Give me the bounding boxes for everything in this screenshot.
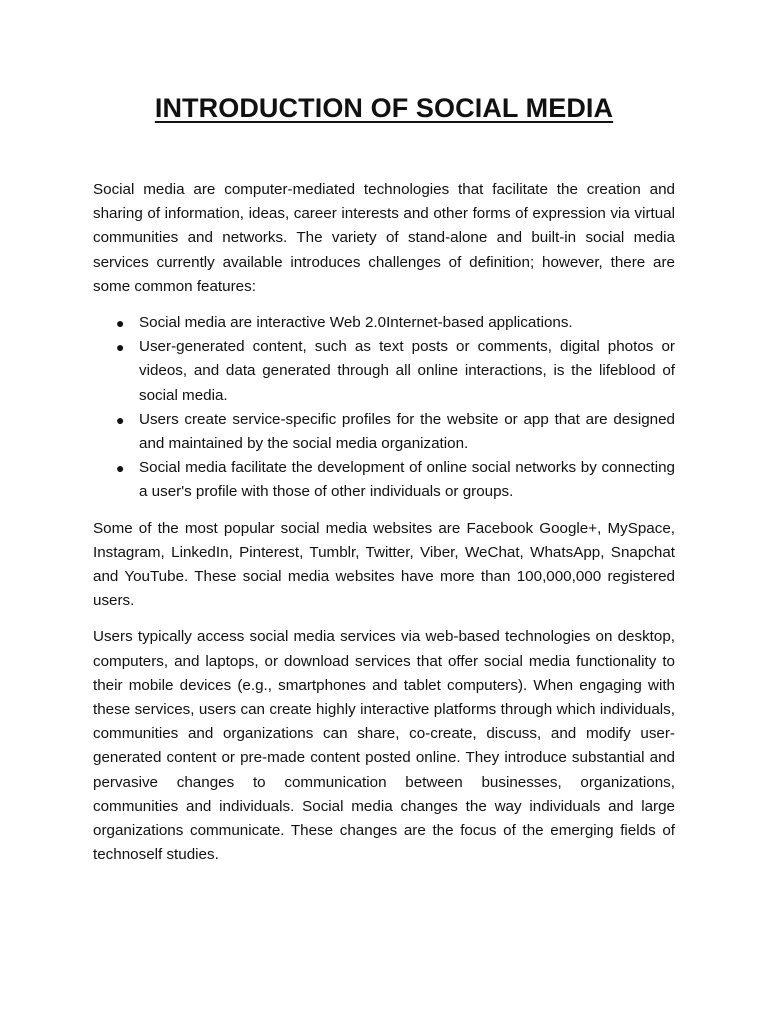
- list-item: [93, 456, 675, 504]
- list-item: [93, 408, 675, 456]
- bullet-icon: ●: [116, 339, 125, 356]
- bullet-icon: ●: [116, 411, 125, 428]
- list-item: [93, 311, 675, 335]
- bullet-icon: ●: [116, 315, 125, 332]
- document-body: [93, 178, 675, 879]
- list-item-text: Social media are interactive Web 2.0Internet-based applications.: [139, 314, 573, 332]
- intro-paragraph: Social media are computer-mediated technologies that facilitate the creation and sharing of information, ideas, career interests and other forms of expression via virtual communities and networks. The variety of stand-alone and built-in social media services currently available introduces challenges of definition; however, there are some common features:: [93, 181, 675, 295]
- access-paragraph: Users typically access social media services via web-based technologies on desktop, computers, and laptops, or download services that offer social media functionality to their mobile devices (e.g., smartphones and tablet computers). When engaging with these services, users can create highly interactive platforms through which individuals, communities and organizations can share, co-create, discuss, and modify user-generated content or pre-made content posted online. They introduce substantial and pervasive changes to communication between businesses, organizations, communities and individuals. Social media changes the way individuals and large organizations communicate. These changes are the focus of the emerging fields of technoself studies.: [93, 628, 675, 864]
- bullet-icon: ●: [116, 460, 125, 477]
- list-item-text: Users create service-specific profiles for the website or app that are designed and maintained by the social media organization.: [139, 410, 675, 453]
- popular-sites-paragraph: Some of the most popular social media websites are Facebook Google+, MySpace, Instagram, LinkedIn, Pinterest, Tumblr, Twitter, Viber, WeChat, WhatsApp, Snapchat and YouTube. These social media websites have more than 100,000,000 registered users.: [93, 519, 675, 610]
- page-title: [0, 88, 768, 128]
- features-list: [93, 311, 675, 505]
- list-item-text: Social media facilitate the development of online social networks by connecting a user's profile with those of other individuals or groups.: [139, 459, 675, 501]
- list-item: [93, 335, 675, 408]
- list-item-text: User-generated content, such as text posts or comments, digital photos or videos, and data generated through all online interactions, is the lifeblood of social media.: [139, 338, 675, 404]
- page-title-text: INTRODUCTION OF SOCIAL MEDIA: [154, 93, 614, 123]
